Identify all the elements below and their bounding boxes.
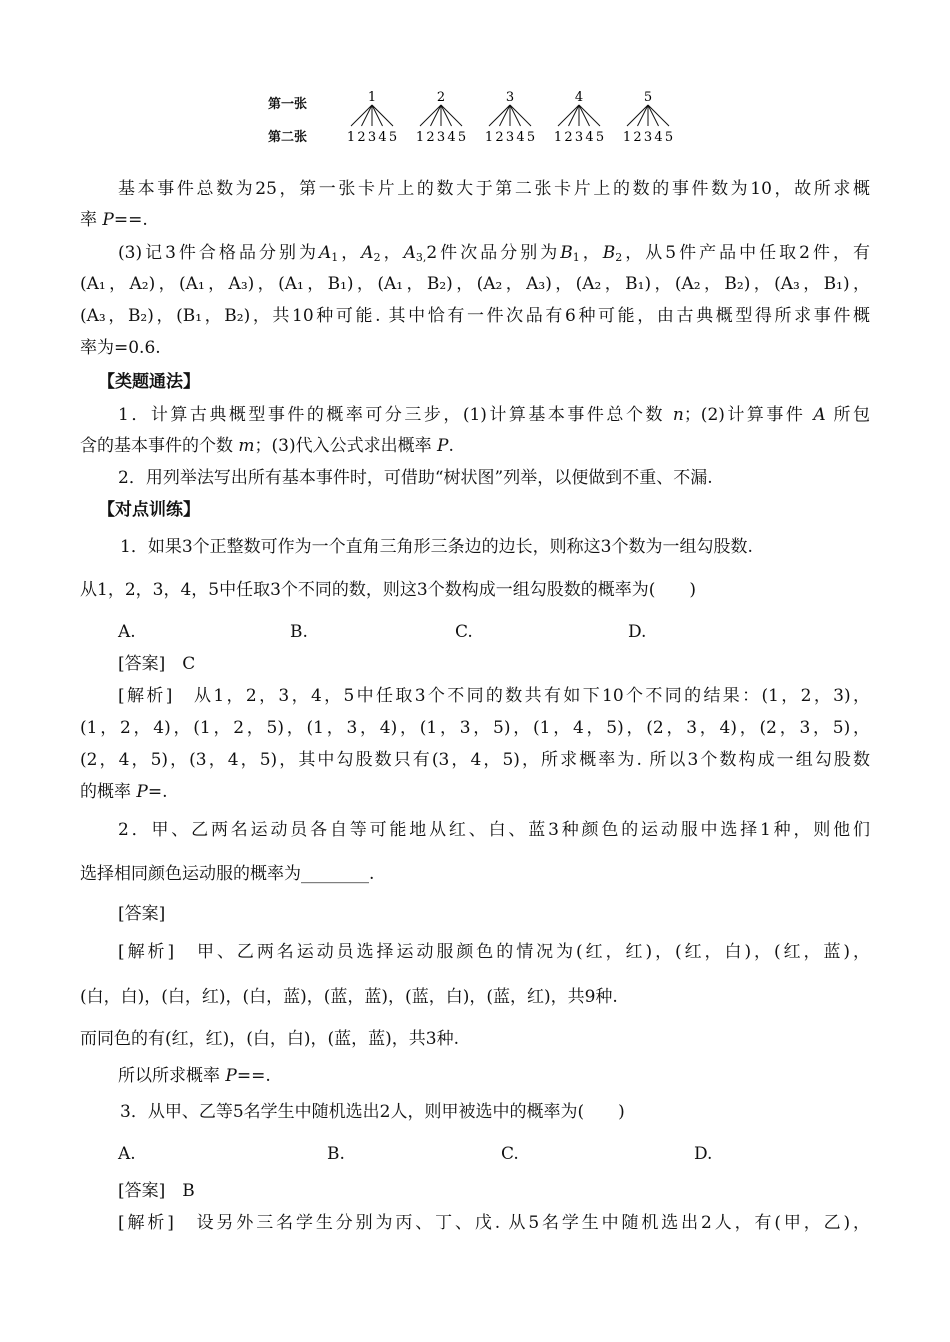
paragraph-line: 率为=0.6. <box>80 338 161 358</box>
tree-child-label: 2 <box>357 130 366 145</box>
tree-row2-label: 第二张 <box>268 130 308 145</box>
tree-parent-label: 1 <box>367 90 377 105</box>
option-c: C. <box>501 1144 519 1164</box>
tree-child-label: 4 <box>585 130 594 145</box>
tree-child-label: 3 <box>505 130 515 145</box>
solution-line: [解析] 从1，2，3，4，5中任取3个不同的数共有如下10个不同的结果：(1，2，3)， <box>118 686 870 706</box>
paragraph-line: 1．计算古典概型事件的概率可分三步，(1)计算基本事件总个数 n；(2)计算事件 A 所包 <box>118 405 871 425</box>
tree-child-label: 1 <box>484 130 494 145</box>
paragraph-line: (A₁，A₂)，(A₁，A₃)，(A₁，B₁)，(A₁，B₂)，(A₂，A₃)，(A₂，B₁)，(A₂，B₂)，(A₃，B₁)， <box>80 274 870 294</box>
solution-line: [解析] 甲、乙两名运动员选择运动服颜色的情况为(红，红)，(红，白)，(红，蓝)， <box>118 942 870 962</box>
tree-branch <box>569 105 580 126</box>
tree-child-label: 5 <box>664 130 674 145</box>
tree-branch <box>441 105 452 126</box>
tree-child-label: 5 <box>457 130 467 145</box>
paragraph-line: (A₃，B₂)，(B₁，B₂)，共10种可能. 其中恰有一件次品有6种可能，由古典概型得所求事件概 <box>80 306 870 326</box>
tree-branch <box>489 105 510 126</box>
tree-branch <box>372 105 393 126</box>
option-d: D. <box>628 622 647 642</box>
tree-branch <box>579 105 590 126</box>
tree-parent-label: 4 <box>574 90 584 105</box>
section-heading: 【对点训练】 <box>98 500 200 520</box>
tree-branch <box>627 105 648 126</box>
tree-child-label: 2 <box>426 130 435 145</box>
tree-child-label: 4 <box>447 130 456 145</box>
tree-child-label: 3 <box>574 130 584 145</box>
paragraph-line: 基本事件总数为25，第一张卡片上的数大于第二张卡片上的数的事件数为10，故所求概 <box>118 179 870 199</box>
tree-branch <box>441 105 462 126</box>
section-heading: 【类题通法】 <box>98 372 200 392</box>
answer-line: [答案] B <box>118 1181 195 1201</box>
tree-child-label: 1 <box>622 130 632 145</box>
option-a: A. <box>118 622 136 642</box>
question-line: 2．甲、乙两名运动员各自等可能地从红、白、蓝3种颜色的运动服中选择1种，则他们 <box>118 820 870 840</box>
tree-branch <box>372 105 383 126</box>
paragraph-line: 含的基本事件的个数 m；(3)代入公式求出概率 P. <box>80 436 454 456</box>
question-line: 1．如果3个正整数可作为一个直角三角形三条边的边长，则称这3个数为一组勾股数. <box>120 537 753 557</box>
tree-branch <box>362 105 373 126</box>
answer-line: [答案] C <box>118 654 196 674</box>
answer-line: [答案] <box>118 904 166 924</box>
option-d: D. <box>694 1144 713 1164</box>
tree-branch <box>351 105 372 126</box>
tree-child-label: 4 <box>378 130 387 145</box>
paragraph-line: 2．用列举法写出所有基本事件时，可借助“树状图”列举，以便做到不重、不漏. <box>118 468 713 488</box>
tree-child-label: 5 <box>388 130 398 145</box>
question-line: 选择相同颜色运动服的概率为________. <box>80 864 375 884</box>
tree-child-label: 1 <box>415 130 425 145</box>
tree-parent-label: 3 <box>505 90 515 105</box>
tree-child-label: 1 <box>553 130 563 145</box>
tree-branch <box>510 105 531 126</box>
solution-line: [解析] 设另外三名学生分别为丙、丁、戊. 从5名学生中随机选出2人，有(甲，乙)， <box>118 1213 870 1233</box>
tree-branch <box>648 105 659 126</box>
option-b: B. <box>290 622 308 642</box>
tree-child-label: 5 <box>595 130 605 145</box>
option-b: B. <box>327 1144 345 1164</box>
paragraph-line: (3)记3件合格品分别为$A_1$，$A_2$，$A_{3,}2$件次品分别为$B_1$，$B_2$，从5件产品中任取2件，有 <box>118 243 870 264</box>
paragraph-line: 率 P==. <box>80 210 148 230</box>
question-line: 3．从甲、乙等5名学生中随机选出2人，则甲被选中的概率为( ) <box>120 1102 625 1122</box>
solution-line: (2，4，5)，(3，4，5)，其中勾股数只有(3，4，5)，所求概率为. 所以3个数构成一组勾股数 <box>80 750 870 770</box>
tree-svg <box>268 85 698 155</box>
tree-child-label: 2 <box>564 130 573 145</box>
question-line: 从1，2，3，4，5中任取3个不同的数，则这3个数构成一组勾股数的概率为( ) <box>80 580 696 600</box>
solution-line: 而同色的有(红，红)，(白，白)，(蓝，蓝)，共3种. <box>80 1029 460 1049</box>
tree-child-label: 2 <box>495 130 504 145</box>
solution-line: 所以所求概率 P==. <box>118 1066 271 1086</box>
tree-branch <box>510 105 521 126</box>
tree-child-label: 4 <box>516 130 525 145</box>
option-a: A. <box>118 1144 136 1164</box>
solution-line: 的概率 P=. <box>80 782 168 802</box>
tree-branch <box>648 105 669 126</box>
tree-branch <box>431 105 442 126</box>
tree-parent-label: 2 <box>436 90 446 105</box>
tree-branch <box>579 105 600 126</box>
option-c: C. <box>455 622 473 642</box>
tree-child-label: 5 <box>526 130 536 145</box>
tree-child-label: 2 <box>633 130 642 145</box>
tree-branch <box>420 105 441 126</box>
tree-row1-label: 第一张 <box>268 97 308 112</box>
tree-child-label: 1 <box>346 130 356 145</box>
tree-child-label: 3 <box>367 130 377 145</box>
tree-branch <box>558 105 579 126</box>
tree-branch <box>638 105 649 126</box>
tree-child-label: 3 <box>436 130 446 145</box>
tree-diagram <box>268 85 698 155</box>
solution-line: (白，白)，(白，红)，(白，蓝)，(蓝，蓝)，(蓝，白)，(蓝，红)，共9种. <box>80 987 618 1007</box>
tree-child-label: 3 <box>643 130 653 145</box>
tree-child-label: 4 <box>654 130 663 145</box>
tree-branch <box>500 105 511 126</box>
tree-parent-label: 5 <box>643 90 653 105</box>
solution-line: (1，2，4)，(1，2，5)，(1，3，4)，(1，3，5)，(1，4，5)，(2，3，4)，(2，3，5)， <box>80 718 870 738</box>
